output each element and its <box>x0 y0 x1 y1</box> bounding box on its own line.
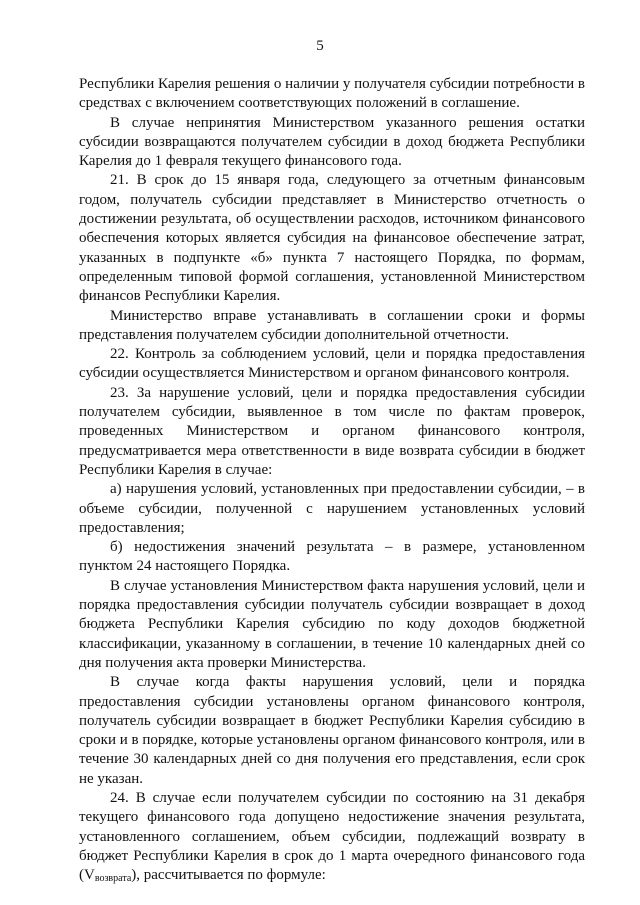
paragraph-23b-result-failure: б) недостижения значений результата – в размере, установленном пунктом 24 настоящего Порядка. <box>79 539 585 575</box>
paragraph-21-reporting: 21. В срок до 15 января года, следующего за отчетным финансовым годом, получатель субсидии представляет в Министерство отчетность о достижении результата, об осуществлении расходов, источником финансового обеспечения которых является субсидия на финансовое обеспечение затрат, указанных в подпункте «б» пункта 7 настоящего Порядка, по формам, определенным типовой формой соглашения, установленной Министерством финансов Республики Карелия. <box>79 172 585 305</box>
paragraph-continuation: Республики Карелия решения о наличии у получателя субсидии потребности в средствах с включением соответствующих положений в соглашение. <box>79 76 585 112</box>
return-volume-subscript: возврата <box>94 873 132 885</box>
paragraph-23-responsibility: 23. За нарушение условий, цели и порядка предоставления субсидии получателем субсидии, выявленное в том числе по фактам проверок, проведенных Министерством и органом финансового контроля, предусматривается мера ответственности в виде возврата субсидии в бюджет Республики Карелия в случае: <box>79 384 585 478</box>
paragraph-23a-condition-violation: а) нарушения условий, установленных при предоставлении субсидии, – в объеме субсидии, полученной с нарушением установленных условий предоставления; <box>79 481 585 536</box>
paragraph-24-text: 24. В случае если получателем субсидии по состоянию на 31 декабря текущего финансового года допущено недостижение значения результата, установленного соглашением, объем субсидии, подлежащий возврату в бюджет Республики Карелия в срок до 1 марта очередного финансового года (V <box>79 789 585 884</box>
paragraph-24-return-formula <box>79 789 585 885</box>
paragraph-ministry-violation-return: В случае установления Министерством факта нарушения условий, цели и порядка предоставления субсидии получатель субсидии возвращает в доход бюджета Республики Карелия субсидию по коду доходов бюджетной классификации, указанному в соглашении, в течение 10 календарных дней со дня получения акта проверки Министерства. <box>79 577 585 671</box>
paragraph-additional-reporting: Министерство вправе устанавливать в соглашении сроки и формы представления получателем субсидии дополнительной отчетности. <box>79 307 585 343</box>
paragraph-control-body-violation-return: В случае когда факты нарушения условий, цели и порядка предоставления субсидии установлены органом финансового контроля, получатель субсидии возвращает в бюджет Республики Карелия субсидию в сроки и в порядке, которые установлены органом финансового контроля, или в течение 30 календарных дней со дня получения его представления, если срок не указан. <box>79 674 585 787</box>
paragraph-22-control: 22. Контроль за соблюдением условий, цели и порядка предоставления субсидии осуществляется Министерством и органом финансового контроля. <box>79 346 585 382</box>
document-body <box>79 75 585 885</box>
page-number: 5 <box>316 38 324 54</box>
paragraph-24-tail: ), рассчитывается по формуле: <box>131 867 326 884</box>
paragraph-subsidy-remainder-return: В случае непринятия Министерством указанного решения остатки субсидии возвращаются получателем субсидии в доход бюджета Республики Карелия до 1 февраля текущего финансового года. <box>79 114 585 170</box>
